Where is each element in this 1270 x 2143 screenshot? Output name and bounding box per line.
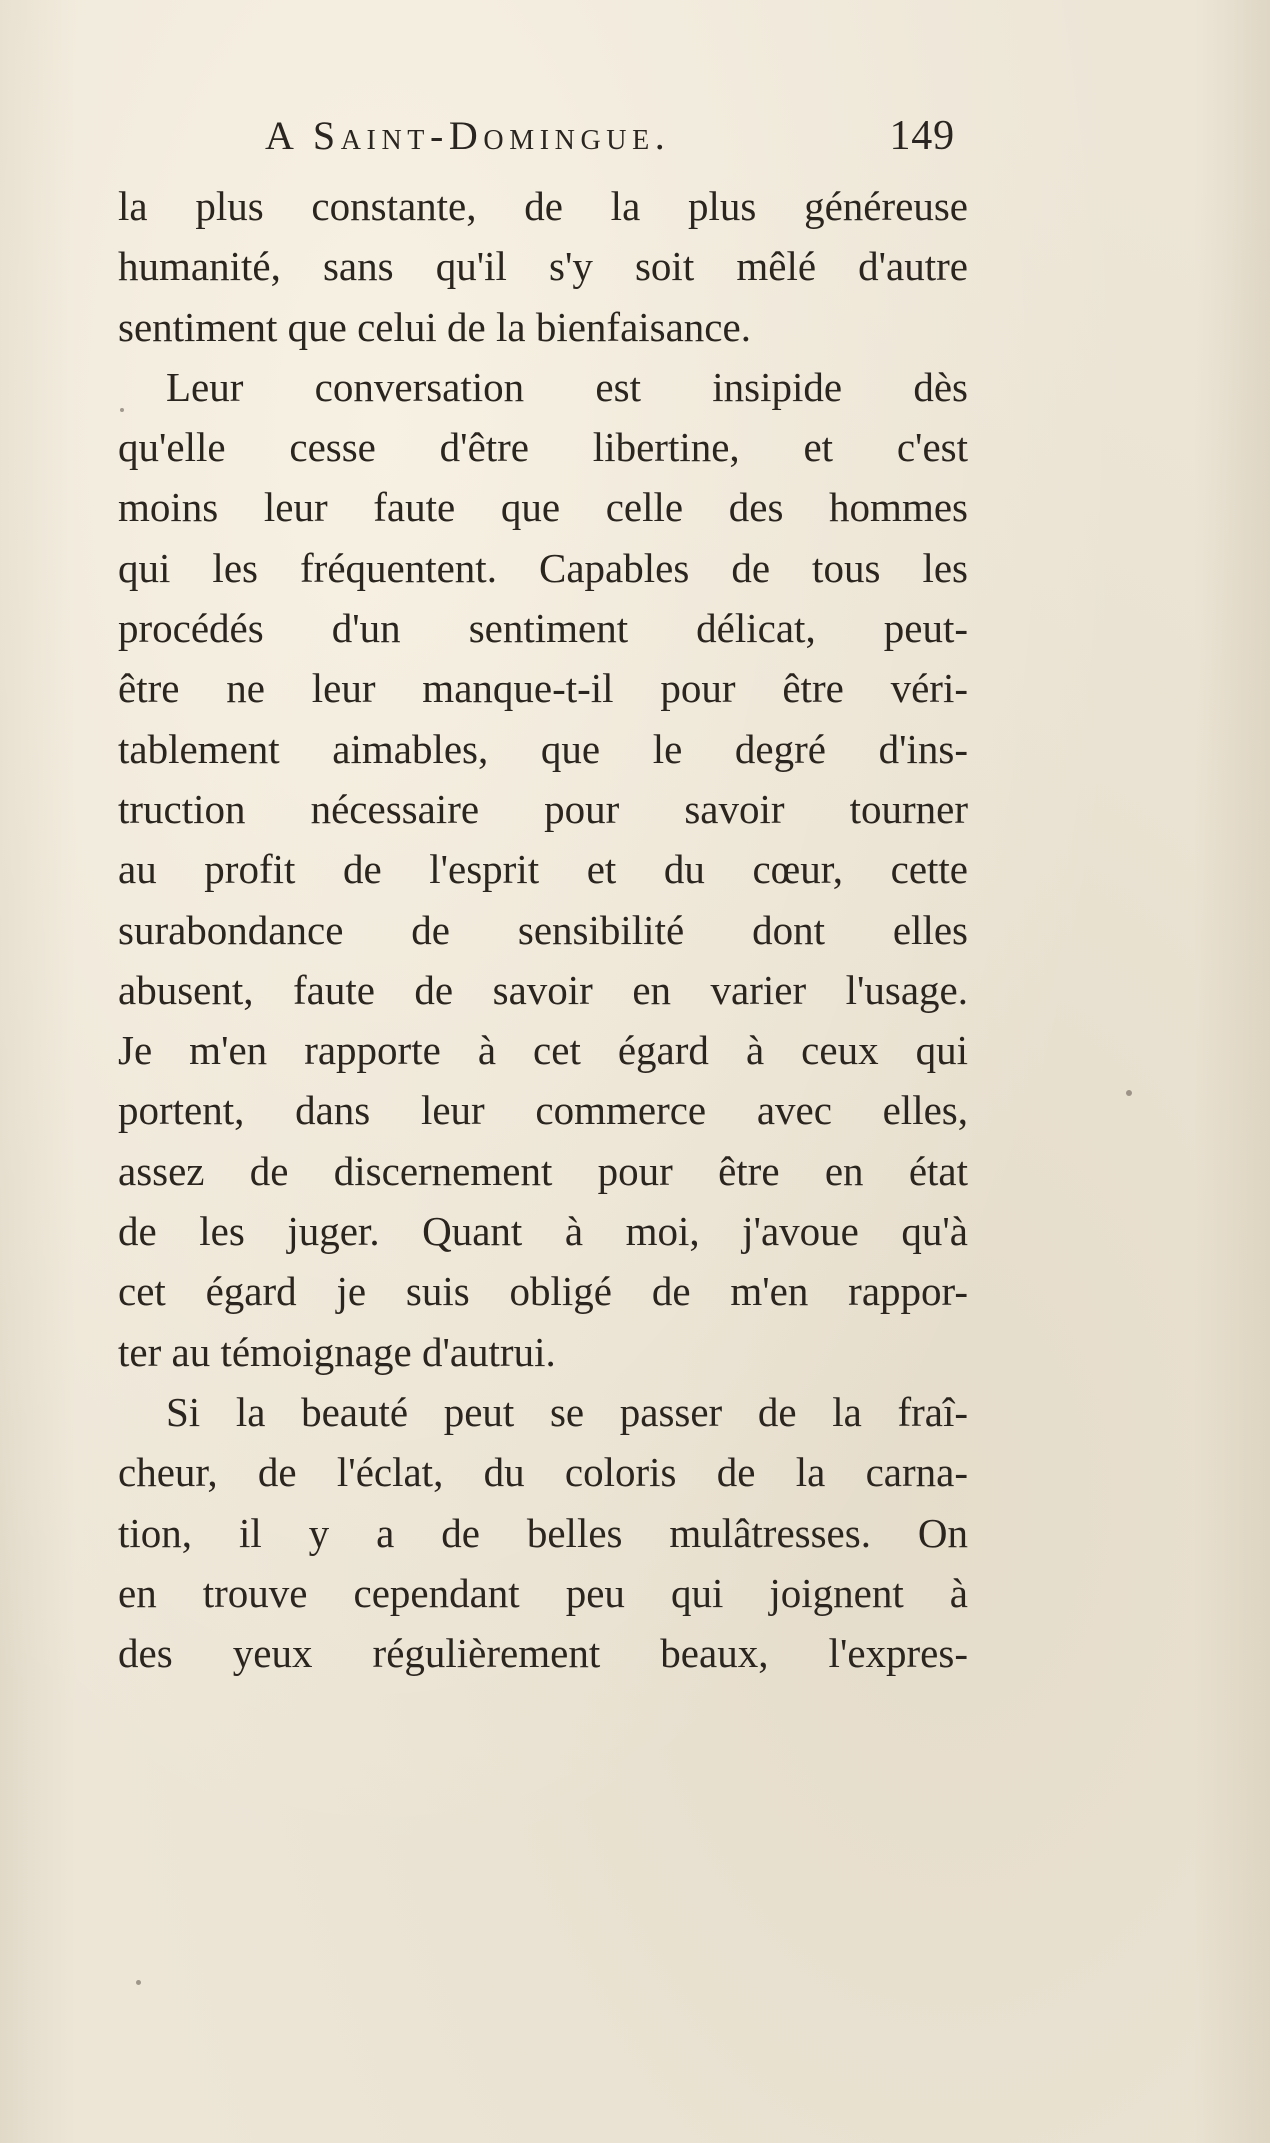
text-line: qu'elle cesse d'être libertine, et c'est: [118, 424, 968, 471]
text-line: sentiment que celui de la bienfaisance.: [118, 303, 751, 350]
text-line: cet égard je suis obligé de m'en rappor-: [118, 1268, 968, 1315]
text-line: ter au témoignage d'autrui.: [118, 1328, 556, 1375]
text-line: procédés d'un sentiment délicat, peut-: [118, 605, 968, 652]
text-line: humanité, sans qu'il s'y soit mêlé d'autre: [118, 243, 968, 290]
text-line: des yeux régulièrement beaux, l'expres-: [118, 1630, 968, 1677]
text-line: moins leur faute que celle des hommes: [118, 484, 968, 531]
paper-speck: [1126, 1090, 1132, 1096]
text-line: tablement aimables, que le degré d'ins-: [118, 725, 968, 772]
page-header: [255, 112, 955, 172]
text-line: surabondance de sensibilité dont elles: [118, 906, 968, 953]
text-line: cheur, de l'éclat, du coloris de la carna-: [118, 1449, 968, 1496]
text-line: tion, il y a de belles mulâtresses. On: [118, 1509, 968, 1556]
text-line: assez de discernement pour être en état: [118, 1147, 968, 1194]
text-line: Leur conversation est insipide dès: [166, 363, 968, 410]
running-title: A Saint-Domingue.: [265, 113, 671, 158]
body-text: [118, 176, 968, 1683]
text-line: qui les fréquentent. Capables de tous les: [118, 544, 968, 591]
text-line: truction nécessaire pour savoir tourner: [118, 785, 968, 832]
text-line: en trouve cependant peu qui joignent à: [118, 1569, 968, 1616]
paper-speck: [136, 1980, 141, 1985]
text-line: Je m'en rapporte à cet égard à ceux qui: [118, 1027, 968, 1074]
text-line: la plus constante, de la plus généreuse: [118, 183, 968, 229]
text-line: être ne leur manque-t-il pour être véri-: [118, 665, 968, 712]
text-line: abusent, faute de savoir en varier l'usage.: [118, 966, 968, 1013]
text-line: au profit de l'esprit et du cœur, cette: [118, 846, 968, 893]
text-line: Si la beauté peut se passer de la fraî-: [166, 1388, 968, 1435]
text-line: portent, dans leur commerce avec elles,: [118, 1087, 968, 1134]
paper-speck: [120, 408, 124, 412]
page-number: 149: [889, 113, 955, 159]
text-line: de les juger. Quant à moi, j'avoue qu'à: [118, 1208, 968, 1255]
